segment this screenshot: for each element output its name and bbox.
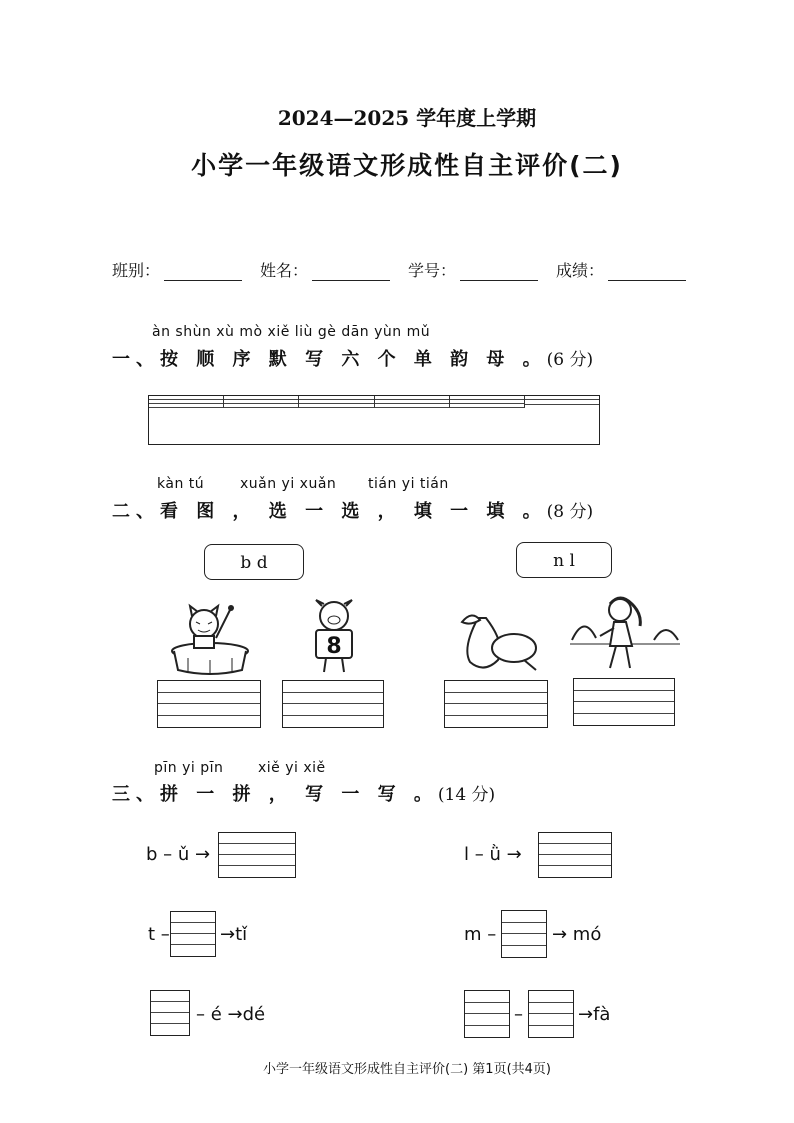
class-blank[interactable] <box>164 264 242 281</box>
q6-suffix: →fà <box>578 1004 611 1025</box>
class-field[interactable] <box>112 258 242 281</box>
section1-score: (6 分) <box>546 350 594 370</box>
q6-answer-grid-2[interactable] <box>528 990 574 1038</box>
vowel-cell[interactable] <box>299 396 374 408</box>
q3-prefix: t – <box>148 924 170 945</box>
q6-answer-grid-1[interactable] <box>464 990 510 1038</box>
class-label: 班别： <box>112 261 161 280</box>
vowel-writing-grid[interactable] <box>148 395 600 445</box>
vowel-cell[interactable] <box>375 396 450 408</box>
score-field[interactable] <box>556 258 686 281</box>
number-field[interactable] <box>408 258 538 281</box>
q5-answer-grid[interactable] <box>150 990 190 1036</box>
number-label: 学号： <box>408 261 457 280</box>
vowel-cell[interactable] <box>149 396 224 408</box>
name-label: 姓名： <box>260 261 309 280</box>
section3-pinyin-1: pīn yi pīn <box>154 760 224 776</box>
number-blank[interactable] <box>460 264 538 281</box>
section2-heading <box>112 497 593 523</box>
q4-prefix: m – <box>464 924 497 945</box>
score-label: 成绩： <box>556 261 605 280</box>
section3-heading-text: 三、拼 一 拼 ， 写 一 写 。 <box>112 784 438 805</box>
section2-pinyin-3: tián yi tián <box>368 476 449 492</box>
section3-pinyin-2: xiě yi xiě <box>258 760 326 776</box>
q1-answer-grid[interactable] <box>218 832 296 878</box>
q2-equation: l – ǜ → <box>464 844 522 865</box>
pinyin-writing-grid-3[interactable] <box>444 680 548 728</box>
q2-answer-grid[interactable] <box>538 832 612 878</box>
section2-pinyin-1: kàn tú <box>157 476 205 492</box>
section2-heading-text: 二、看 图 ， 选 一 选 ， 填 一 填 。 <box>112 501 547 522</box>
exam-year: 2024—2025 学年度上学期 <box>277 106 537 130</box>
q4-suffix: → mó <box>552 924 602 945</box>
page-footer: 小学一年级语文形成性自主评价(二) 第1页(共4页) <box>263 1062 551 1077</box>
q3-suffix: →tǐ <box>220 924 248 945</box>
pear-radish-illustration <box>456 608 546 674</box>
section3-score: (14 分) <box>437 785 496 805</box>
student-info-row <box>112 258 712 281</box>
section2-score: (8 分) <box>546 502 594 522</box>
vowel-cell[interactable] <box>224 396 299 408</box>
pinyin-writing-grid-4[interactable] <box>573 678 675 726</box>
score-blank[interactable] <box>608 264 686 281</box>
name-field[interactable] <box>260 258 390 281</box>
svg-text:8: 8 <box>326 634 342 659</box>
section2-pinyin-2: xuǎn yi xuǎn <box>240 476 337 492</box>
section3-heading <box>112 780 495 806</box>
q1-equation: b – ǔ → <box>146 844 211 865</box>
pinyin-writing-grid-1[interactable] <box>157 680 261 728</box>
q3-answer-grid[interactable] <box>170 911 216 957</box>
option-box-n-l: n l <box>516 542 612 578</box>
girl-running-illustration <box>570 592 680 676</box>
q4-answer-grid[interactable] <box>501 910 547 958</box>
option-box-b-d: b d <box>204 544 304 580</box>
q6-dash: – <box>514 1004 523 1025</box>
exam-title: 小学一年级语文形成性自主评价(二) <box>191 151 623 180</box>
vowel-cell[interactable] <box>525 396 599 408</box>
name-blank[interactable] <box>312 264 390 281</box>
section1-heading <box>112 345 593 371</box>
q5-equation: – é →dé <box>196 1004 266 1025</box>
pinyin-writing-grid-2[interactable] <box>282 680 384 728</box>
section1-heading-text: 一、按 顺 序 默 写 六 个 单 韵 母 。 <box>112 349 547 370</box>
vowel-cell[interactable] <box>450 396 525 408</box>
section1-pinyin: àn shùn xù mò xiě liù gè dān yùn mǔ <box>152 324 431 340</box>
pig-number-eight-illustration <box>306 598 362 676</box>
tiger-drum-illustration <box>168 596 258 676</box>
